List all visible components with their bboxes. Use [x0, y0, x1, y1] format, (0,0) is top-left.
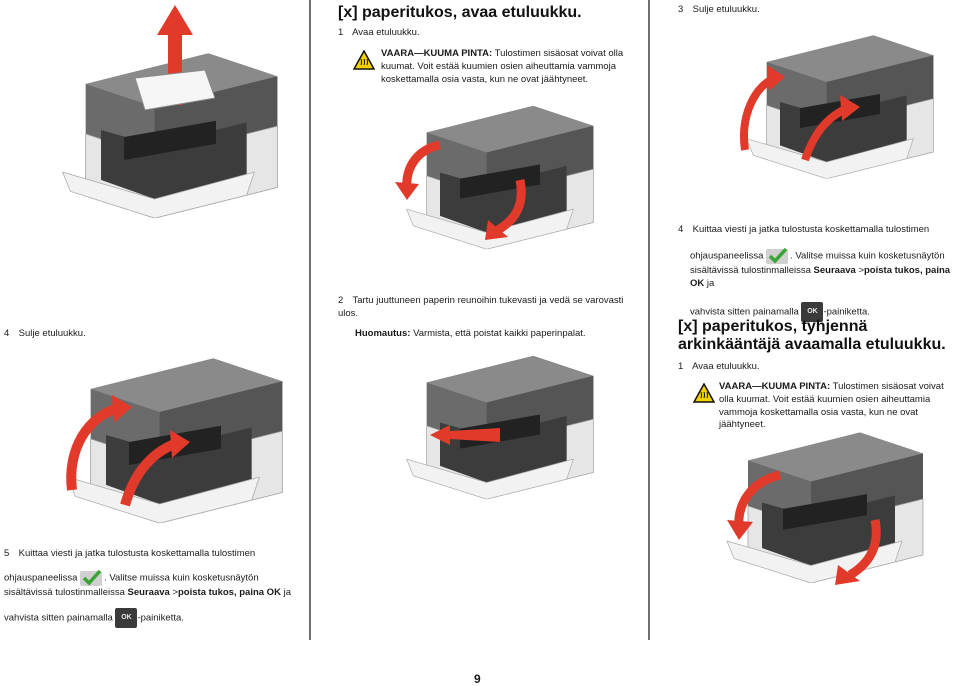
- col2-step1: 1 Avaa etuluukku.: [338, 27, 420, 38]
- col1-step5: 5 Kuittaa viesti ja jatka tulostusta koskettamalla tulostimen ohjauspaneelissa . Valitse muissa kuin kosketusnäytön sisältävissä tulostinmalleissa Seuraava >poista tukos, paina OK ja vahvista sitten painamalla OK -painiketta.: [4, 548, 304, 628]
- ok-button-icon: OK: [115, 608, 137, 628]
- col3-step4: 4 Kuittaa viesti ja jatka tulostusta koskettamalla tulostimen ohjauspaneelissa . Valitse muissa kuin kosketusnäytön sisältävissä tulostinmalleissa Seuraava >poista tukos, paina OK ja vahvista sitten painamalla OK -painiketta.: [678, 224, 960, 322]
- page-number: 9: [474, 672, 481, 686]
- checkmark-icon: [766, 247, 790, 265]
- col1-step4: 4 Sulje etuluukku.: [4, 328, 86, 339]
- col2-note: Huomautus: Varmista, että poistat kaikki paperinpalat.: [355, 328, 586, 339]
- ok-button-icon: OK: [801, 302, 823, 322]
- hot-surface-warning-icon: [353, 50, 375, 70]
- close-door-arrow-icon: [120, 430, 190, 510]
- checkmark-icon: [80, 569, 104, 587]
- col3-warning: VAARA—KUUMA PINTA: Tulostimen sisäosat voivat olla kuumat. Voit estää kuumien osien aiheuttamia vammoja koskettamalla osia vasta, kun ne ovat jäähtyneet.: [719, 381, 944, 431]
- col3-step3: 3 Sulje etuluukku.: [678, 4, 760, 15]
- col2-warning: VAARA—KUUMA PINTA: Tulostimen sisäosat voivat olla kuumat. Voit estää kuumien osien aiheuttamia vammoja koskettamalla osia vasta, kun ne ovat jäähtyneet.: [381, 48, 624, 85]
- hot-surface-warning-icon: [693, 383, 715, 403]
- col2-heading: [x] paperitukos, avaa etuluukku.: [338, 4, 582, 21]
- open-door-arrow-icon: [395, 140, 445, 200]
- col3-heading: [x] paperitukos, tyhjennä arkinkääntäjä avaamalla etuluukku.: [678, 318, 946, 354]
- col3-step1: 1 Avaa etuluukku.: [678, 361, 760, 372]
- open-door-arrow-icon: [725, 470, 785, 540]
- close-door-arrow-icon: [800, 95, 860, 165]
- column-divider-right: [648, 0, 650, 640]
- col2-step2: 2 Tartu juuttuneen paperin reunoihin tukevasti ja vedä se varovasti ulos.: [338, 295, 624, 319]
- pull-paper-arrow-icon: [430, 420, 500, 450]
- open-door-arrow-icon: [480, 175, 530, 240]
- jammed-paper-image: [135, 70, 215, 110]
- column-divider-left: [309, 0, 311, 640]
- close-door-arrow-icon: [735, 65, 785, 155]
- open-door-arrow-icon: [830, 515, 885, 585]
